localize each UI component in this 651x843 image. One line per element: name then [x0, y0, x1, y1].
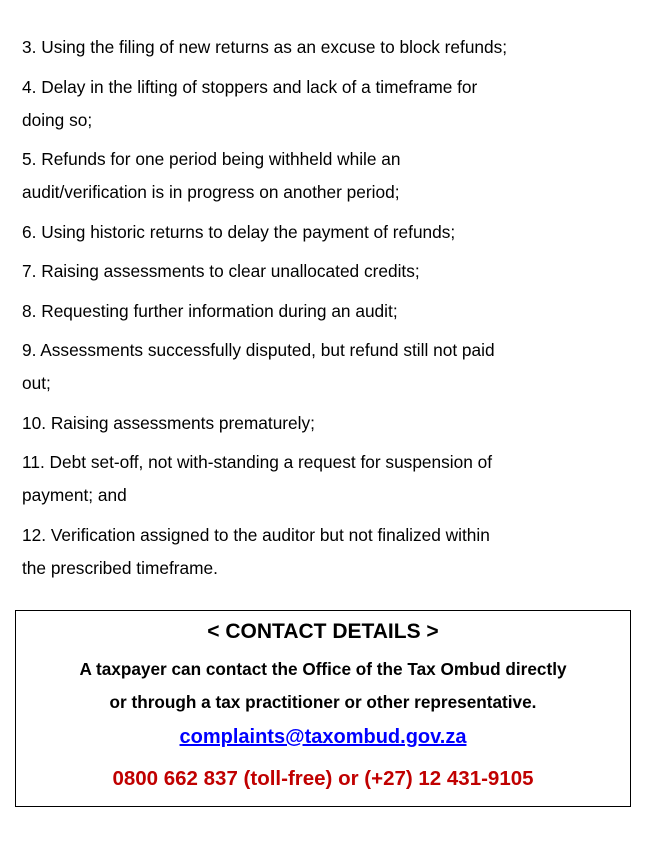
phone-numbers: 0800 662 837 (toll-free) or (+27) 12 431-9105	[112, 767, 534, 790]
list-item	[22, 334, 642, 400]
list-item-line: 7. Raising assessments to clear unallocated credits;	[22, 261, 420, 281]
list-item-line: doing so;	[22, 109, 93, 130]
list-item-line: out;	[22, 373, 51, 393]
list-item	[22, 407, 642, 440]
contact-description-line: A taxpayer can contact the Office of the Tax Ombud directly	[79, 659, 567, 679]
list-item-line: 11. Debt set-off, not with-standing a request for suspension of	[22, 452, 493, 472]
contact-description	[16, 653, 630, 719]
list-item	[22, 143, 642, 209]
list-item-line: 5. Refunds for one period being withheld while an	[22, 149, 401, 169]
contact-description-line: or through a tax practitioner or other representative.	[109, 692, 537, 712]
list-item	[22, 295, 642, 328]
list-item-line: the prescribed timeframe.	[22, 557, 218, 578]
refund-issues-list	[22, 31, 642, 591]
list-item-line: 4. Delay in the lifting of stoppers and lack of a timeframe for	[22, 76, 478, 97]
list-item-line: 3. Using the filing of new returns as an excuse to block refunds;	[22, 37, 508, 57]
list-item	[22, 255, 642, 288]
list-item-line: 8. Requesting further information during an audit;	[22, 300, 398, 321]
list-item	[22, 31, 642, 64]
email-link[interactable]: complaints@taxombud.gov.za	[179, 726, 467, 748]
list-item-line: 9. Assessments successfully disputed, but refund still not paid	[22, 340, 495, 360]
contact-details-box	[15, 610, 631, 807]
list-item	[22, 216, 642, 249]
list-item-line: payment; and	[22, 485, 127, 505]
list-item-line: 10. Raising assessments prematurely;	[22, 412, 315, 433]
list-item-line: audit/verification is in progress on another period;	[22, 182, 400, 202]
list-item-line: 6. Using historic returns to delay the payment of refunds;	[22, 221, 456, 242]
list-item	[22, 71, 642, 137]
list-item-line: 12. Verification assigned to the auditor but not finalized within	[22, 524, 490, 545]
list-item	[22, 446, 642, 512]
list-item	[22, 519, 642, 585]
contact-title: < CONTACT DETAILS >	[207, 620, 439, 643]
